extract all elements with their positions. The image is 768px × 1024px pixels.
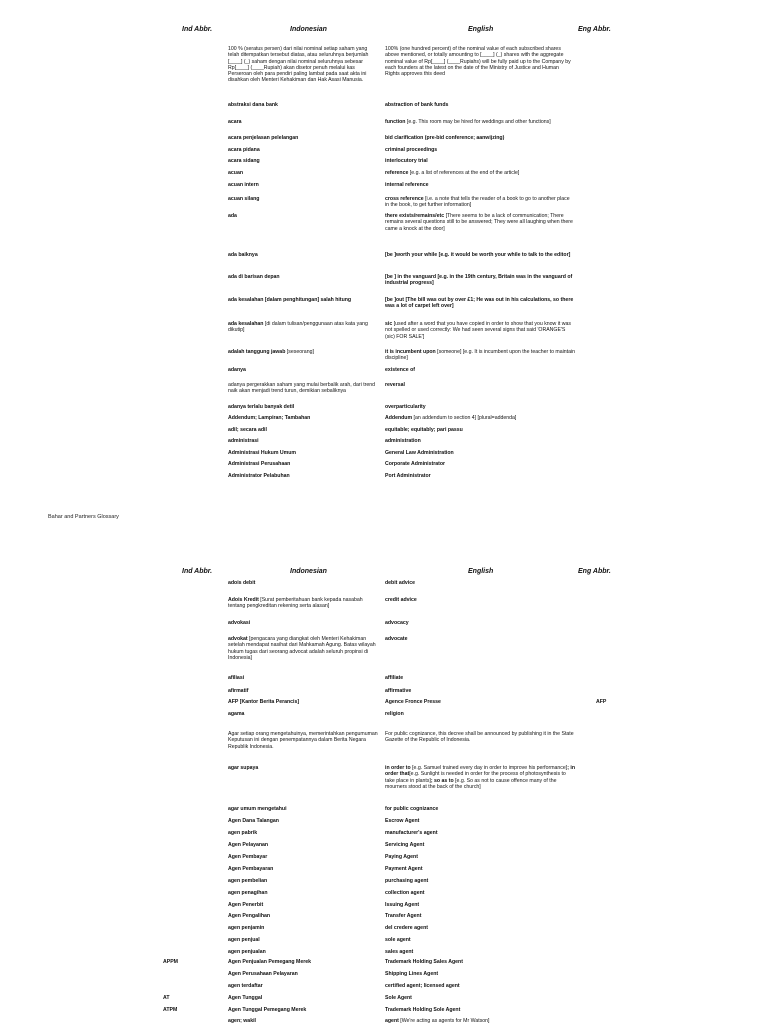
english-term xyxy=(385,580,575,586)
english-term xyxy=(385,473,575,479)
english-text: Agence Fronce Presse xyxy=(385,699,441,705)
indonesian-text: administrasi xyxy=(228,438,259,444)
indonesian-text: AFP [Kantor Berita Perancis] xyxy=(228,699,300,705)
indonesian-text: adil; secara adil xyxy=(228,427,267,433)
english-note: [e.g. This room may be hired for weddings and other functions] xyxy=(405,119,551,125)
english-term xyxy=(385,854,575,860)
indonesian-term xyxy=(228,135,378,141)
english-note: [There seems to be a lack of communication; There remains several questions still to be answered; They were all laughing when there came a knock at the door] xyxy=(385,213,573,232)
english-note: [used after a word that you have copied in order to show that you know it was not spelled or used correctly: We had seen several signs that said 'ORANGE'S (sic) FOR SALE'] xyxy=(385,321,572,340)
english-term xyxy=(385,119,575,125)
indonesian-text: acuan intern xyxy=(228,182,259,188)
indonesian-text: Agen Pembayar xyxy=(228,854,268,860)
indonesian-term xyxy=(228,675,378,681)
english-term xyxy=(385,830,575,836)
english-term xyxy=(385,367,575,373)
indonesian-note: [Surat pemberitahuan bank kepada nasabah tentang pengkreditan rekening serta alasan] xyxy=(228,597,363,610)
english-text: Corporate Administrator xyxy=(385,461,446,467)
english-term xyxy=(385,102,575,108)
indonesian-term xyxy=(228,196,378,202)
indonesian-term xyxy=(228,818,378,824)
column-header-english: English xyxy=(468,26,494,33)
english-text: affiliate xyxy=(385,675,404,681)
indonesian-term xyxy=(228,349,378,355)
english-text: Paying Agent xyxy=(385,854,418,860)
indonesian-text: ada xyxy=(228,213,237,219)
indonesian-text: adanya terlalu banyak detil xyxy=(228,404,295,410)
indonesian-term xyxy=(228,252,378,258)
english-term xyxy=(385,925,575,931)
english-text: Payment Agent xyxy=(385,866,423,872)
indonesian-text: Addendum; Lampiran; Tambahan xyxy=(228,415,311,421)
english-text: Sole Agent xyxy=(385,995,412,1001)
indonesian-text: Agen Tunggal Pemegang Merek xyxy=(228,1007,307,1013)
indonesian-text: ada kesalahan [dalam penghitungan] salah hitung xyxy=(228,297,352,303)
indonesian-text: acuan xyxy=(228,170,243,176)
english-term xyxy=(385,196,575,209)
english-text: abstraction of bank funds xyxy=(385,102,449,108)
indonesian-term xyxy=(228,878,378,884)
english-text: Shipping Lines Agent xyxy=(385,971,439,977)
english-text: advocate xyxy=(385,636,408,642)
indonesian-term xyxy=(228,937,378,943)
indonesian-term xyxy=(228,597,378,610)
english-term xyxy=(385,274,575,287)
indonesian-text: agar supaya xyxy=(228,765,259,771)
english-text: it is incumbent upon xyxy=(385,349,436,355)
english-term xyxy=(385,878,575,884)
indonesian-text: Administrasi Perusahaan xyxy=(228,461,291,467)
indonesian-term xyxy=(228,830,378,836)
english-text: Trademark Holding Sole Agent xyxy=(385,1007,461,1013)
indonesian-text: afirmatif xyxy=(228,688,249,694)
english-text: [be ]worth your while [e.g. it would be worth your while to talk to the editor] xyxy=(385,252,571,258)
indonesian-text: advokasi xyxy=(228,620,251,626)
indonesian-text: agen pabrik xyxy=(228,830,258,836)
indonesian-text: Administrasi Hukum Umum xyxy=(228,450,297,456)
english-term xyxy=(385,382,575,388)
english-text: General Law Administration xyxy=(385,450,454,456)
indonesian-text: Agen Perusahaan Pelayaran xyxy=(228,971,298,977)
indonesian-note: [pengacara yang diangkat oleh Menteri Kehakiman setelah mendapat nasihat dari Mahkamah Agung. Batas wilayah hukum tugas dari seorang advocat adalah seluruh propinsi di Indonesia] xyxy=(228,636,376,661)
english-term xyxy=(385,597,575,603)
indonesian-text: agen pembelian xyxy=(228,878,268,884)
english-text: manufacturer's agent xyxy=(385,830,438,836)
english-term xyxy=(385,213,575,232)
english-term xyxy=(385,46,575,77)
english-text: reference xyxy=(385,170,409,176)
indonesian-text: acara penjelasan pelelangan xyxy=(228,135,299,141)
english-term xyxy=(385,983,575,989)
english-text: affirmative xyxy=(385,688,412,694)
english-term xyxy=(385,1018,575,1024)
indonesian-text: agen penagihan xyxy=(228,890,268,896)
indonesian-term xyxy=(228,995,378,1001)
indonesian-term xyxy=(228,711,378,717)
english-text: criminal proceedings xyxy=(385,147,438,153)
english-term xyxy=(385,959,575,965)
indonesian-term xyxy=(228,699,378,705)
english-text: 100% (one hundred percent) of the nominal value of each subscribed shares above mentioned, or totally amounting to [____] (_) shares with the aggregate nominal value of Rp[____] (____Rupiahs) will be fully paid up to the Company by each founders at the latest on the date of the Ministry of Justice and Human Rights approves this deed xyxy=(385,46,571,78)
column-header-ind-abbr: Ind Abbr. xyxy=(182,568,213,575)
indonesian-text: agen; wakil xyxy=(228,1018,256,1024)
english-text: credit advice xyxy=(385,597,417,603)
indonesian-term xyxy=(228,913,378,919)
indonesian-text: Agen Penjualan Pemegang Merek xyxy=(228,959,312,965)
english-term xyxy=(385,461,575,467)
english-text: religion xyxy=(385,711,404,717)
english-text: there exists/remains/etc xyxy=(385,213,445,219)
eng-abbr: AFP xyxy=(596,699,607,705)
indonesian-term xyxy=(228,46,378,84)
indonesian-term xyxy=(228,367,378,373)
english-term xyxy=(385,949,575,955)
english-text: certified agent; licensed agent xyxy=(385,983,460,989)
indonesian-text: agama xyxy=(228,711,245,717)
indonesian-text: Agen Pembayaran xyxy=(228,866,274,872)
english-text: collection agent xyxy=(385,890,425,896)
indonesian-term xyxy=(228,925,378,931)
indonesian-term xyxy=(228,688,378,694)
english-term xyxy=(385,866,575,872)
english-term xyxy=(385,699,575,705)
english-term xyxy=(385,415,575,421)
english-note: [i.e. a note that tells the reader of a book to go to another place in the book, to get further information] xyxy=(385,196,570,209)
english-text: overparticularity xyxy=(385,404,426,410)
indonesian-text: advokat xyxy=(228,636,248,642)
indonesian-text: Agen Penerbit xyxy=(228,902,264,908)
indonesian-term xyxy=(228,274,378,280)
english-term xyxy=(385,995,575,1001)
indonesian-term xyxy=(228,636,378,661)
indonesian-term xyxy=(228,170,378,176)
english-text: in order to xyxy=(385,765,411,771)
english-term xyxy=(385,711,575,717)
indonesian-term xyxy=(228,415,378,421)
english-note: [We're acting as agents for Mr Watson] xyxy=(398,1018,490,1024)
indonesian-text: acara pidana xyxy=(228,147,260,153)
english-term xyxy=(385,842,575,848)
indonesian-term xyxy=(228,580,378,586)
indonesian-term xyxy=(228,806,378,812)
english-text: Servicing Agent xyxy=(385,842,425,848)
english-text: reversal xyxy=(385,382,405,388)
indonesian-term xyxy=(228,119,378,125)
column-header-eng-abbr: Eng Abbr. xyxy=(578,26,611,33)
indonesian-term xyxy=(228,450,378,456)
english-text: [be ]out [The bill was out by over £1; He was out in his calculations, so there was a lot of carpet left over] xyxy=(385,297,574,310)
english-text: For public cognizance, this decree shall be announced by publishing it in the State Gazette of the Republic of Indonesia. xyxy=(385,731,574,744)
english-term xyxy=(385,135,575,141)
english-text: sales agent xyxy=(385,949,414,955)
english-text: Addendum xyxy=(385,415,413,421)
english-term xyxy=(385,806,575,812)
indonesian-text: agar umum mengetahui xyxy=(228,806,287,812)
indonesian-term xyxy=(228,842,378,848)
indonesian-term xyxy=(228,147,378,153)
english-term xyxy=(385,170,575,176)
indonesian-text: acara sidang xyxy=(228,158,260,164)
english-text: Issuing Agent xyxy=(385,902,420,908)
english-note: [e.g. Samuel trained every day in order to improve his performance] xyxy=(410,765,568,771)
english-term xyxy=(385,404,575,410)
indonesian-text: ada kesalahan xyxy=(228,321,264,327)
english-text: interlocutory trial xyxy=(385,158,428,164)
english-text: existence of xyxy=(385,367,415,373)
english-term xyxy=(385,1007,575,1013)
english-text: bid clarification (pre-bid conference; aanwijzing) xyxy=(385,135,505,141)
english-text: Escrow Agent xyxy=(385,818,420,824)
indonesian-text: 100 % (seratus persen) dari nilai nominal setiap saham yang telah ditempatkan tersebut diatas, atau seluruhnya berjumlah [____] (_) saham dengan nilai nominal seluruhnya sebesar Rp[____] (____Rupiah) akan disetor penuh melalui kas Perseroan oleh para pendiri paling lambat pada saat akta ini disahkan oleh Menteri Kehakiman dan Hak Asasi Manusia. xyxy=(228,46,369,84)
indonesian-text: adalah tanggung jawab xyxy=(228,349,286,355)
indonesian-term xyxy=(228,971,378,977)
english-text: administration xyxy=(385,438,421,444)
indonesian-term xyxy=(228,620,378,626)
english-text: advocacy xyxy=(385,620,409,626)
english-term xyxy=(385,427,575,433)
english-term xyxy=(385,902,575,908)
english-term xyxy=(385,913,575,919)
english-note-2: [e.g. Sunlight is needed in order for the process of photosynthesis to take place in plants] xyxy=(385,771,566,784)
column-header-indonesian: Indonesian xyxy=(290,26,327,33)
english-text: del credere agent xyxy=(385,925,428,931)
page-footer: Bahar and Partners Glossary xyxy=(48,514,119,520)
english-term xyxy=(385,937,575,943)
english-term xyxy=(385,252,575,258)
english-term xyxy=(385,182,575,188)
indonesian-term xyxy=(228,297,378,303)
english-text: debit advice xyxy=(385,580,415,586)
indonesian-term xyxy=(228,461,378,467)
indonesian-term xyxy=(228,866,378,872)
indonesian-text: agen penjualan xyxy=(228,949,266,955)
english-term xyxy=(385,890,575,896)
indonesian-note: [di dalam tulisan/penggunaan atas kata yang dikutip] xyxy=(228,321,368,334)
column-header-indonesian: Indonesian xyxy=(290,568,327,575)
indonesian-term xyxy=(228,1018,378,1024)
indonesian-text: ada di barisan depan xyxy=(228,274,280,280)
indonesian-text: Agen Tunggal xyxy=(228,995,263,1001)
english-text: equitable; equitably; pari passu xyxy=(385,427,463,433)
indonesian-term xyxy=(228,949,378,955)
ind-abbr: AT xyxy=(163,995,170,1001)
indonesian-text: agen penjual xyxy=(228,937,260,943)
english-text: Port Administrator xyxy=(385,473,431,479)
english-term xyxy=(385,297,575,310)
english-note: [an addendum to section 4] [plural=addenda] xyxy=(412,415,517,421)
indonesian-text: Agen Pelayanan xyxy=(228,842,269,848)
english-text: function xyxy=(385,119,406,125)
indonesian-term xyxy=(228,765,378,771)
indonesian-text: Adois Kredit xyxy=(228,597,259,603)
indonesian-term xyxy=(228,731,378,750)
english-text: for public cognizance xyxy=(385,806,439,812)
english-text: agent xyxy=(385,1018,399,1024)
english-note-3: [e.g. So as not to cause offence many of the mourners stood at the back of the church] xyxy=(385,777,557,790)
indonesian-text: afiliasi xyxy=(228,675,245,681)
english-text: sole agent xyxy=(385,937,411,943)
indonesian-note: [seseorang] xyxy=(285,349,314,355)
english-term xyxy=(385,438,575,444)
indonesian-text: Administrator Pelabuhan xyxy=(228,473,290,479)
english-note: [e.g. a list of references at the end of the article] xyxy=(408,170,520,176)
indonesian-term xyxy=(228,854,378,860)
english-note: [someone] [e.g. It is incumbent upon the teacher to maintain discipline] xyxy=(385,349,576,362)
english-term xyxy=(385,349,575,362)
indonesian-term xyxy=(228,902,378,908)
indonesian-text: agen penjamin xyxy=(228,925,265,931)
column-header-ind-abbr: Ind Abbr. xyxy=(182,26,213,33)
english-term xyxy=(385,450,575,456)
english-term xyxy=(385,688,575,694)
english-text: Transfer Agent xyxy=(385,913,422,919)
english-term xyxy=(385,147,575,153)
indonesian-term xyxy=(228,182,378,188)
indonesian-term xyxy=(228,321,378,334)
indonesian-text: adois debit xyxy=(228,580,256,586)
indonesian-text: acuan silang xyxy=(228,196,260,202)
indonesian-term xyxy=(228,404,378,410)
indonesian-term xyxy=(228,427,378,433)
english-term xyxy=(385,765,575,790)
indonesian-term xyxy=(228,983,378,989)
english-term xyxy=(385,675,575,681)
ind-abbr: ATPM xyxy=(163,1007,178,1013)
ind-abbr: APPM xyxy=(163,959,178,965)
english-text: purchasing agent xyxy=(385,878,429,884)
english-term xyxy=(385,620,575,626)
indonesian-text: ada baiknya xyxy=(228,252,258,258)
english-text: [be ] in the vanguard [e.g. in the 19th century, Britain was in the vanguard of industrial progress] xyxy=(385,274,573,287)
indonesian-term xyxy=(228,382,378,395)
indonesian-term xyxy=(228,102,378,108)
english-term xyxy=(385,971,575,977)
indonesian-text: acara xyxy=(228,119,242,125)
indonesian-term xyxy=(228,438,378,444)
indonesian-term xyxy=(228,1007,378,1013)
indonesian-text: adanya pergerakkan saham yang mulai berbalik arah, dari trend naik akan menjadi trend turun, demikian sebaliknya xyxy=(228,382,376,395)
english-text-3: ; so as to xyxy=(430,777,454,784)
column-header-english: English xyxy=(468,568,494,575)
english-term xyxy=(385,158,575,164)
english-text: cross reference xyxy=(385,196,424,202)
english-text: Trademark Holding Sales Agent xyxy=(385,959,463,965)
indonesian-text: agen terdaftar xyxy=(228,983,263,989)
indonesian-text: Agen Dana Talangan xyxy=(228,818,279,824)
indonesian-term xyxy=(228,473,378,479)
indonesian-term xyxy=(228,890,378,896)
indonesian-text: Agar setiap orang mengetahuinya, memerintahkan pengumuman Keputusan ini dengan penempatannya dalam Berita Negara Republik Indonesia. xyxy=(228,731,378,750)
indonesian-text: adanya xyxy=(228,367,246,373)
english-text: sic xyxy=(385,321,393,327)
indonesian-term xyxy=(228,213,378,219)
indonesian-text: abstraksi dana bank xyxy=(228,102,278,108)
indonesian-text: Agen Pengalihan xyxy=(228,913,271,919)
english-term xyxy=(385,818,575,824)
indonesian-term xyxy=(228,158,378,164)
english-text: internal reference xyxy=(385,182,429,188)
english-text-2: ; in order that xyxy=(385,765,576,778)
english-term xyxy=(385,636,575,642)
column-header-eng-abbr: Eng Abbr. xyxy=(578,568,611,575)
english-term xyxy=(385,731,575,744)
indonesian-term xyxy=(228,959,378,965)
english-term xyxy=(385,321,575,340)
